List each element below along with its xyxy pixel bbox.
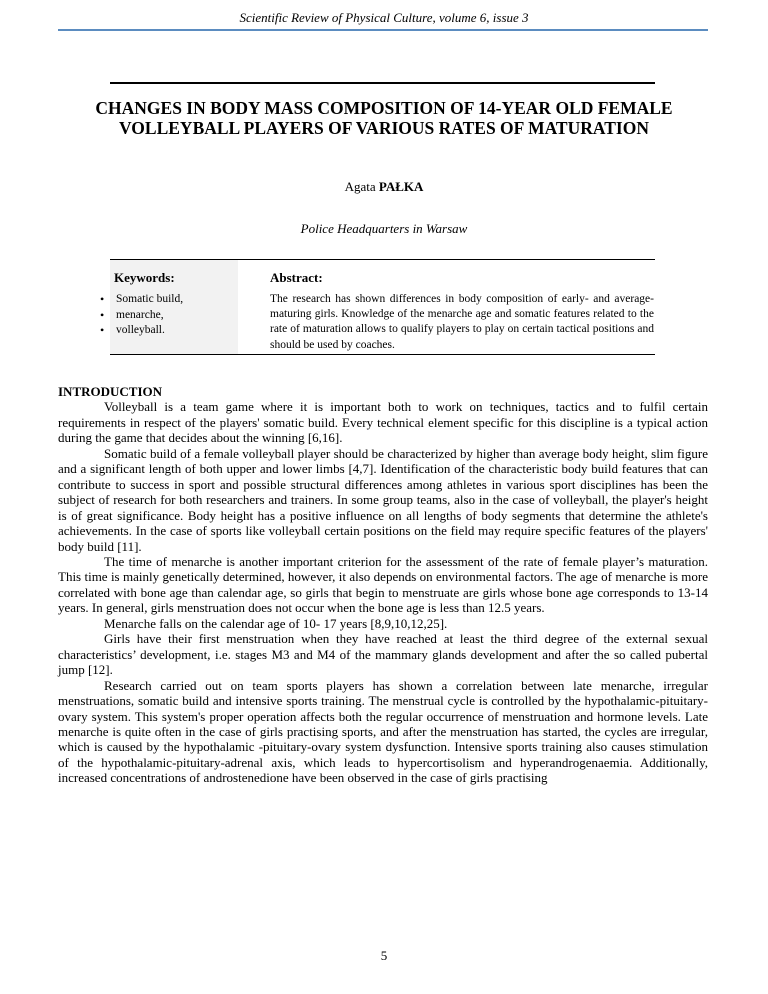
keywords-heading: Keywords: (114, 270, 175, 285)
keyword-item: • menarche, (100, 308, 183, 324)
section-heading: INTRODUCTION (58, 384, 163, 399)
paragraph: Girls have their first menstruation when they have reached at least the third degree of the external sexual characteristics’ development, i.e. stages M3 and M4 of the mammary glands development and after the so called pubertal jump [12]. (58, 631, 708, 678)
keywords-list (100, 292, 183, 339)
affiliation: Police Headquarters in Warsaw (300, 221, 468, 236)
introduction-section (58, 384, 708, 786)
paragraph: Research carried out on team sports players has shown a correlation between late menarche, irregular menstruations, somatic build and intensive sports training. The menstrual cycle is controlled by the hypothalamic-pituitary-ovary system. This system's proper operation affects both the regular occurrence of menstruation and hormone levels. Late menarche is quite often in the case of girls practising sports, and after the menstruation has started, the cycles are irregular, which is caused by the hypothalamic -pituitary-ovary system dysfunction. Intensive sports training also causes stimulation of the hypothalamic-pituitary-adrenal axis, which leads to hypercortisolism and hyperandrogenaemia. Additionally, increased concentrations of androstenedione have been observed in the case of girls practising (58, 677, 708, 786)
page-number: 5 (380, 948, 388, 963)
keywords-box-bottom-rule (110, 354, 655, 355)
author (0, 179, 768, 195)
keyword-item: • volleyball. (100, 323, 183, 339)
paragraph: Somatic build of a female volleyball player should be characterized by higher than average body height, slim figure and a significant length of both upper and lower limbs [4,7]. Identification of the characteristic body build features that can contribute to success in sport and possible structural differences among athletes in various sport disciplines has been the subject of research for both researchers and trainers. In some group teams, also in the case of volleyball, the player's height is of great significance. Body height has a positive influence on all lengths of body segments that determine the athlete's achievements. In the case of sports like volleyball certain positions on the field may require specific features of the players' body build [11]. (58, 445, 708, 554)
title-rule (110, 82, 655, 84)
abstract-text: The research has shown differences in body composition of early- and average-maturing girls. Knowledge of the menarche age and somatic features related to the rate of maturation allows to qualify players to play on certain tactical positions and should be used by coaches. (270, 293, 654, 351)
paragraph: The time of menarche is another important criterion for the assessment of the rate of female player’s maturation. This time is mainly genetically determined, however, it also depends on environmental factors. The age of menarche is more correlated with bone age than calendar age, so girls that begin to menstruate are girls whose bone age corresponds to 13-14 years. In general, girls menstruation does not occur when the bone age is less than 12.5 years. (58, 553, 708, 616)
paper-title: CHANGES IN BODY MASS COMPOSITION OF 14-YEAR OLD FEMALE VOLLEYBALL PLAYERS OF VARIOUS RATES OF MATURATION (95, 98, 673, 138)
paragraph: Volleyball is a team game where it is important both to work on techniques, tactics and to fulfil certain requirements in respect of the players' somatic build. Every technical element specific for this discipline is a typical action during the game that decides about the winning [6,16]. (58, 399, 708, 446)
author-first-name: Agata (344, 179, 376, 194)
header-rule (58, 29, 708, 31)
running-head: Scientific Review of Physical Culture, volume 6, issue 3 (239, 10, 529, 25)
abstract-heading: Abstract: (270, 270, 323, 285)
keyword-item: • Somatic build, (100, 292, 183, 308)
paragraph: Menarche falls on the calendar age of 10- 17 years [8,9,10,12,25]. (104, 615, 448, 631)
author-last-name: PAŁKA (378, 179, 424, 194)
